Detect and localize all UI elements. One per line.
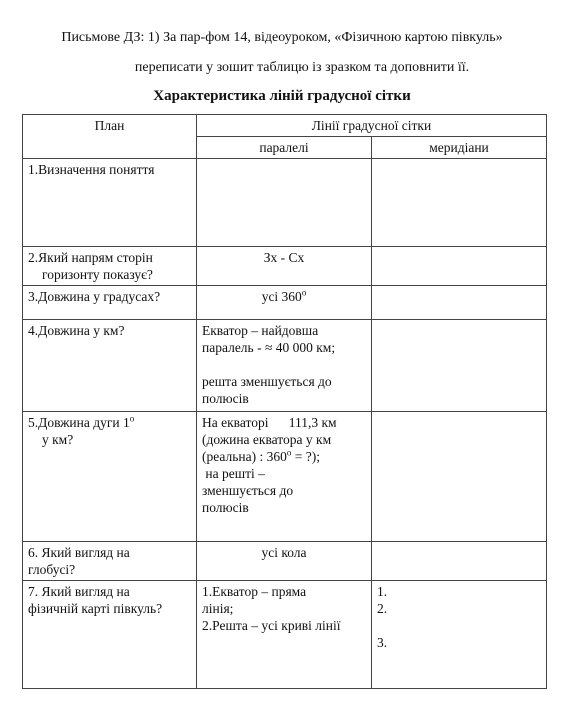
degree-sign: о (286, 447, 292, 458)
parallels-text: (дожина екватора у км (202, 432, 332, 447)
plan-text: 5.Довжина дуги 1 (28, 415, 130, 430)
document-title: Характеристика ліній градусної сітки (153, 88, 411, 104)
header-plan: План (23, 115, 197, 159)
cell-meridians (372, 412, 547, 542)
table-row (23, 159, 547, 247)
cell-meridians (372, 542, 547, 581)
parallels-text: (реальна) : 360 (202, 449, 287, 464)
meridians-text: 3. (377, 635, 388, 650)
parallels-text: лінія; (202, 601, 234, 616)
cell-parallels (197, 286, 372, 320)
parallels-text: зменшується до (202, 483, 294, 498)
meridians-text: 2. (377, 601, 388, 616)
table-row (23, 320, 547, 412)
parallels-text: Екватор – найдовша (202, 323, 319, 338)
plan-text: у км? (42, 432, 74, 447)
plan-text: горизонту показує? (42, 267, 153, 282)
table-row (23, 286, 547, 320)
parallels-text: паралель - ≈ 40 000 км; (202, 340, 336, 355)
cell-plan (23, 159, 197, 247)
assignment-line-1: Письмове ДЗ: 1) За пар-фом 14, відеоуроком, «Фізичною картою півкуль» (61, 30, 503, 45)
plan-text: 1.Визначення поняття (28, 162, 155, 177)
cell-parallels (197, 159, 372, 247)
plan-text: глобусі? (28, 562, 76, 577)
cell-meridians (372, 320, 547, 412)
assignment-line-2-text: переписати у зошит таблицю із зразком та доповнити її. (134, 60, 470, 75)
parallels-text: На екваторі 111,3 км (202, 415, 337, 430)
table-row (23, 581, 547, 689)
plan-text: 7. Який вигляд на (28, 584, 130, 599)
cell-plan (23, 542, 197, 581)
cell-parallels (197, 320, 372, 412)
parallels-text: 2.Решта – усі криві лінії (202, 618, 341, 633)
cell-meridians (372, 159, 547, 247)
cell-parallels (197, 412, 372, 542)
plan-text: 6. Який вигляд на (28, 545, 130, 560)
cell-parallels (197, 542, 372, 581)
header-row-1 (23, 115, 547, 137)
parallels-text: усі кола (261, 545, 307, 560)
plan-text: фізичній карті півкуль? (28, 601, 163, 616)
table-row (23, 247, 547, 286)
assignment-line-2 (0, 60, 564, 76)
header-parallels: паралелі (197, 137, 372, 159)
cell-plan (23, 320, 197, 412)
degree-sign: о (301, 287, 307, 298)
degree-sign: о (129, 413, 135, 424)
header-meridians: меридіани (372, 137, 547, 159)
plan-text: 4.Довжина у км? (28, 323, 125, 338)
cell-meridians (372, 247, 547, 286)
parallels-text: решта зменшується до (202, 374, 332, 389)
cell-meridians (372, 286, 547, 320)
cell-parallels (197, 247, 372, 286)
parallels-text: на решті – (202, 466, 265, 481)
parallels-text: = ?); (291, 449, 320, 464)
parallels-text: полюсів (202, 500, 249, 515)
cell-meridians (372, 581, 547, 689)
cell-plan (23, 286, 197, 320)
parallels-text: полюсів (202, 391, 249, 406)
parallels-text: усі 360 (261, 289, 302, 304)
degree-grid-table (22, 114, 547, 689)
header-grid-lines: Лінії градусної сітки (197, 115, 547, 137)
meridians-text: 1. (377, 584, 388, 599)
cell-plan (23, 412, 197, 542)
table-row (23, 542, 547, 581)
cell-parallels (197, 581, 372, 689)
cell-plan (23, 581, 197, 689)
plan-text: 3.Довжина у градусах? (28, 289, 161, 304)
cell-plan (23, 247, 197, 286)
parallels-text: 1.Екватор – пряма (202, 584, 307, 599)
plan-text: 2.Який напрям сторін (28, 250, 153, 265)
table-row (23, 412, 547, 542)
parallels-text: Зх - Сх (263, 250, 305, 265)
